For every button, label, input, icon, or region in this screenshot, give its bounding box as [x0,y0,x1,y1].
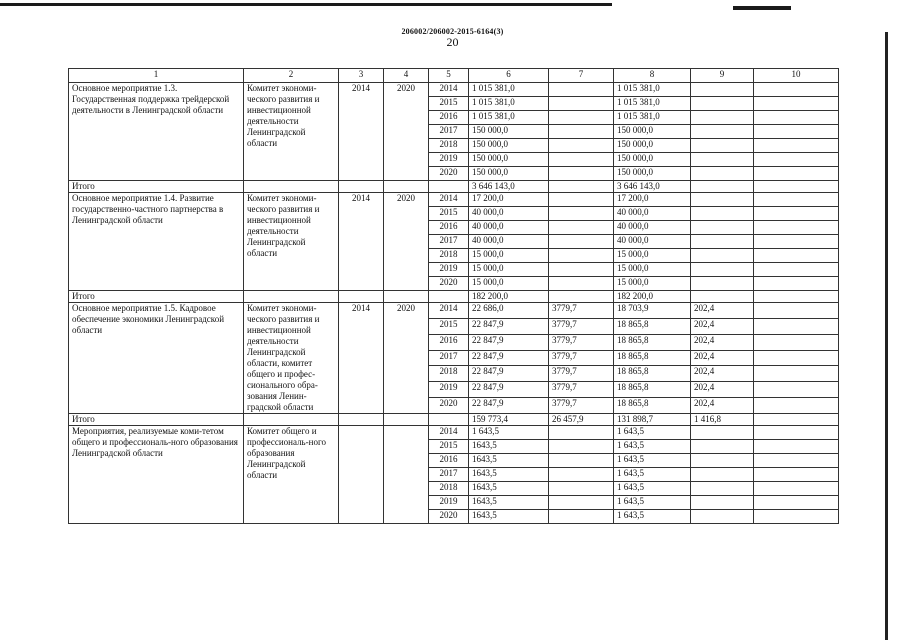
regional-cell: 1 643,5 [614,510,691,524]
empty-cell [384,181,429,193]
scan-top-border-left [0,3,612,6]
total-cell: 1643,5 [469,454,549,468]
budget-table [68,68,839,524]
total-cell: 40 000,0 [469,207,549,221]
total-other-cell [754,181,839,193]
executor-name: Комитет экономи-ческого развития и инвестиционной деятельности Ленинградской области [244,193,339,291]
other-cell [754,303,839,319]
executor-name: Комитет экономи-ческого развития и инвестиционной деятельности Ленинградской области [244,83,339,181]
federal-cell [549,207,614,221]
regional-cell: 150 000,0 [614,153,691,167]
total-cell: 22 847,9 [469,318,549,334]
other-cell [754,153,839,167]
empty-cell [429,181,469,193]
total-total-cell: 182 200,0 [469,291,549,303]
federal-cell [549,167,614,181]
federal-cell [549,221,614,235]
year-cell: 2017 [429,468,469,482]
year-cell: 2014 [429,83,469,97]
other-cell [754,263,839,277]
federal-cell: 3779,7 [549,303,614,319]
column-header: 1 [69,69,244,83]
regional-cell: 15 000,0 [614,249,691,263]
year-cell: 2019 [429,263,469,277]
other-cell [754,235,839,249]
federal-cell [549,496,614,510]
table-row [69,193,839,207]
other-cell [754,382,839,398]
other-cell [754,398,839,414]
year-cell: 2016 [429,111,469,125]
other-cell [754,426,839,440]
regional-cell: 1 643,5 [614,496,691,510]
other-cell [754,249,839,263]
end-year: 2020 [384,303,429,414]
other-cell [754,277,839,291]
column-header: 8 [614,69,691,83]
local-cell [691,139,754,153]
column-header: 6 [469,69,549,83]
empty-cell [244,414,339,426]
other-cell [754,482,839,496]
federal-cell [549,468,614,482]
year-cell: 2017 [429,235,469,249]
total-regional-cell: 3 646 143,0 [614,181,691,193]
total-federal-cell [549,181,614,193]
federal-cell: 3779,7 [549,318,614,334]
federal-cell: 3779,7 [549,334,614,350]
other-cell [754,139,839,153]
regional-cell: 18 865,8 [614,350,691,366]
regional-cell: 40 000,0 [614,235,691,249]
regional-cell: 150 000,0 [614,139,691,153]
local-cell [691,125,754,139]
start-year: 2014 [339,83,384,181]
year-cell: 2016 [429,334,469,350]
other-cell [754,496,839,510]
regional-cell: 1 643,5 [614,482,691,496]
regional-cell: 1 015 381,0 [614,97,691,111]
regional-cell: 18 865,8 [614,318,691,334]
local-cell [691,97,754,111]
activity-name: Мероприятия, реализуемые коми-тетом общего и профессиональ-ного образования Ленинградской области [69,426,244,524]
year-cell: 2020 [429,510,469,524]
year-cell: 2014 [429,426,469,440]
federal-cell: 3779,7 [549,398,614,414]
regional-cell: 1 643,5 [614,440,691,454]
total-cell: 15 000,0 [469,277,549,291]
regional-cell: 40 000,0 [614,221,691,235]
empty-cell [339,291,384,303]
empty-cell [244,291,339,303]
local-cell [691,249,754,263]
total-cell: 1643,5 [469,496,549,510]
page-number: 20 [446,35,459,49]
column-header: 10 [754,69,839,83]
local-cell [691,496,754,510]
year-cell: 2015 [429,318,469,334]
total-cell: 15 000,0 [469,249,549,263]
other-cell [754,350,839,366]
year-cell: 2019 [429,382,469,398]
table-row [69,83,839,97]
total-cell: 1643,5 [469,468,549,482]
year-cell: 2018 [429,366,469,382]
total-cell: 40 000,0 [469,235,549,249]
federal-cell [549,426,614,440]
federal-cell [549,193,614,207]
total-cell: 40 000,0 [469,221,549,235]
regional-cell: 15 000,0 [614,277,691,291]
total-cell: 150 000,0 [469,139,549,153]
activity-name: Основное мероприятие 1.5. Кадровое обеспечение экономики Ленинградской области [69,303,244,414]
total-other-cell [754,291,839,303]
total-cell: 1 643,5 [469,426,549,440]
other-cell [754,454,839,468]
total-total-cell: 159 773,4 [469,414,549,426]
other-cell [754,366,839,382]
total-cell: 150 000,0 [469,167,549,181]
total-cell: 22 847,9 [469,350,549,366]
local-cell: 202,4 [691,303,754,319]
local-cell: 202,4 [691,334,754,350]
executor-name: Комитет общего и профессиональ-ного образования Ленинградской области [244,426,339,524]
total-cell: 150 000,0 [469,153,549,167]
federal-cell [549,277,614,291]
start-year: 2014 [339,193,384,291]
other-cell [754,207,839,221]
regional-cell: 150 000,0 [614,125,691,139]
local-cell [691,207,754,221]
end-year [384,426,429,524]
table-header-row [69,69,839,83]
year-cell: 2017 [429,350,469,366]
local-cell [691,83,754,97]
other-cell [754,468,839,482]
empty-cell [244,181,339,193]
local-cell [691,167,754,181]
other-cell [754,83,839,97]
total-cell: 1643,5 [469,510,549,524]
federal-cell [549,153,614,167]
local-cell [691,221,754,235]
year-cell: 2014 [429,303,469,319]
total-cell: 22 847,9 [469,366,549,382]
federal-cell [549,510,614,524]
total-regional-cell: 182 200,0 [614,291,691,303]
regional-cell: 15 000,0 [614,263,691,277]
local-cell: 202,4 [691,318,754,334]
local-cell: 202,4 [691,350,754,366]
year-cell: 2016 [429,221,469,235]
total-cell: 150 000,0 [469,125,549,139]
empty-cell [384,414,429,426]
federal-cell [549,482,614,496]
total-federal-cell [549,291,614,303]
year-cell: 2014 [429,193,469,207]
column-header: 9 [691,69,754,83]
regional-cell: 18 865,8 [614,366,691,382]
local-cell [691,235,754,249]
federal-cell [549,249,614,263]
year-cell: 2018 [429,139,469,153]
total-cell: 1 015 381,0 [469,97,549,111]
local-cell [691,482,754,496]
total-row [69,291,839,303]
total-cell: 1643,5 [469,482,549,496]
activity-name: Основное мероприятие 1.4. Развитие государственно-частного партнерства в Ленинградской области [69,193,244,291]
regional-cell: 1 643,5 [614,426,691,440]
total-local-cell [691,291,754,303]
year-cell: 2018 [429,249,469,263]
federal-cell: 3779,7 [549,350,614,366]
other-cell [754,510,839,524]
column-header: 7 [549,69,614,83]
other-cell [754,334,839,350]
year-cell: 2016 [429,454,469,468]
local-cell [691,440,754,454]
regional-cell: 18 865,8 [614,398,691,414]
empty-cell [384,291,429,303]
column-header: 5 [429,69,469,83]
total-cell: 17 200,0 [469,193,549,207]
local-cell [691,263,754,277]
other-cell [754,97,839,111]
regional-cell: 40 000,0 [614,207,691,221]
federal-cell [549,454,614,468]
start-year: 2014 [339,303,384,414]
scan-right-edge [885,32,888,640]
end-year: 2020 [384,193,429,291]
other-cell [754,193,839,207]
year-cell: 2020 [429,167,469,181]
year-cell: 2015 [429,440,469,454]
year-cell: 2015 [429,97,469,111]
federal-cell: 3779,7 [549,382,614,398]
scan-top-border-right [733,6,791,10]
year-cell: 2020 [429,398,469,414]
total-label: Итого [69,181,244,193]
regional-cell: 17 200,0 [614,193,691,207]
regional-cell: 1 643,5 [614,454,691,468]
other-cell [754,167,839,181]
column-header: 4 [384,69,429,83]
activity-name: Основное мероприятие 1.3. Государственная поддержка трейдерской деятельности в Ленинградской области [69,83,244,181]
year-cell: 2019 [429,496,469,510]
federal-cell [549,440,614,454]
local-cell [691,454,754,468]
federal-cell [549,125,614,139]
other-cell [754,111,839,125]
federal-cell [549,83,614,97]
total-total-cell: 3 646 143,0 [469,181,549,193]
total-local-cell [691,181,754,193]
regional-cell: 1 015 381,0 [614,111,691,125]
total-row [69,414,839,426]
regional-cell: 18 865,8 [614,334,691,350]
local-cell: 202,4 [691,398,754,414]
federal-cell: 3779,7 [549,366,614,382]
regional-cell: 1 643,5 [614,468,691,482]
other-cell [754,221,839,235]
total-cell: 22 847,9 [469,398,549,414]
regional-cell: 1 015 381,0 [614,83,691,97]
end-year: 2020 [384,83,429,181]
federal-cell [549,111,614,125]
regional-cell: 150 000,0 [614,167,691,181]
column-header: 3 [339,69,384,83]
regional-cell: 18 703,9 [614,303,691,319]
regional-cell: 18 865,8 [614,382,691,398]
total-cell: 22 847,9 [469,382,549,398]
total-row [69,181,839,193]
local-cell [691,153,754,167]
total-cell: 1643,5 [469,440,549,454]
total-cell: 22 686,0 [469,303,549,319]
year-cell: 2018 [429,482,469,496]
federal-cell [549,139,614,153]
federal-cell [549,97,614,111]
total-cell: 1 015 381,0 [469,83,549,97]
local-cell [691,468,754,482]
other-cell [754,125,839,139]
total-cell: 15 000,0 [469,263,549,277]
total-label: Итого [69,291,244,303]
year-cell: 2017 [429,125,469,139]
start-year [339,426,384,524]
local-cell [691,277,754,291]
other-cell [754,318,839,334]
table-row [69,303,839,319]
empty-cell [339,181,384,193]
local-cell [691,510,754,524]
empty-cell [429,414,469,426]
document-id: 206002/206002-2015-6164(3) [401,27,504,36]
other-cell [754,440,839,454]
executor-name: Комитет экономи-ческого развития и инвестиционной деятельности Ленинградской области, комитет общего и профес-сионального обра-зования Ленин-градской области [244,303,339,414]
column-header: 2 [244,69,339,83]
table-row [69,426,839,440]
local-cell [691,111,754,125]
federal-cell [549,235,614,249]
year-cell: 2020 [429,277,469,291]
total-other-cell [754,414,839,426]
total-cell: 22 847,9 [469,334,549,350]
total-label: Итого [69,414,244,426]
empty-cell [339,414,384,426]
total-cell: 1 015 381,0 [469,111,549,125]
local-cell [691,426,754,440]
empty-cell [429,291,469,303]
total-regional-cell: 131 898,7 [614,414,691,426]
total-federal-cell: 26 457,9 [549,414,614,426]
year-cell: 2019 [429,153,469,167]
year-cell: 2015 [429,207,469,221]
local-cell: 202,4 [691,382,754,398]
local-cell [691,193,754,207]
federal-cell [549,263,614,277]
local-cell: 202,4 [691,366,754,382]
total-local-cell: 1 416,8 [691,414,754,426]
